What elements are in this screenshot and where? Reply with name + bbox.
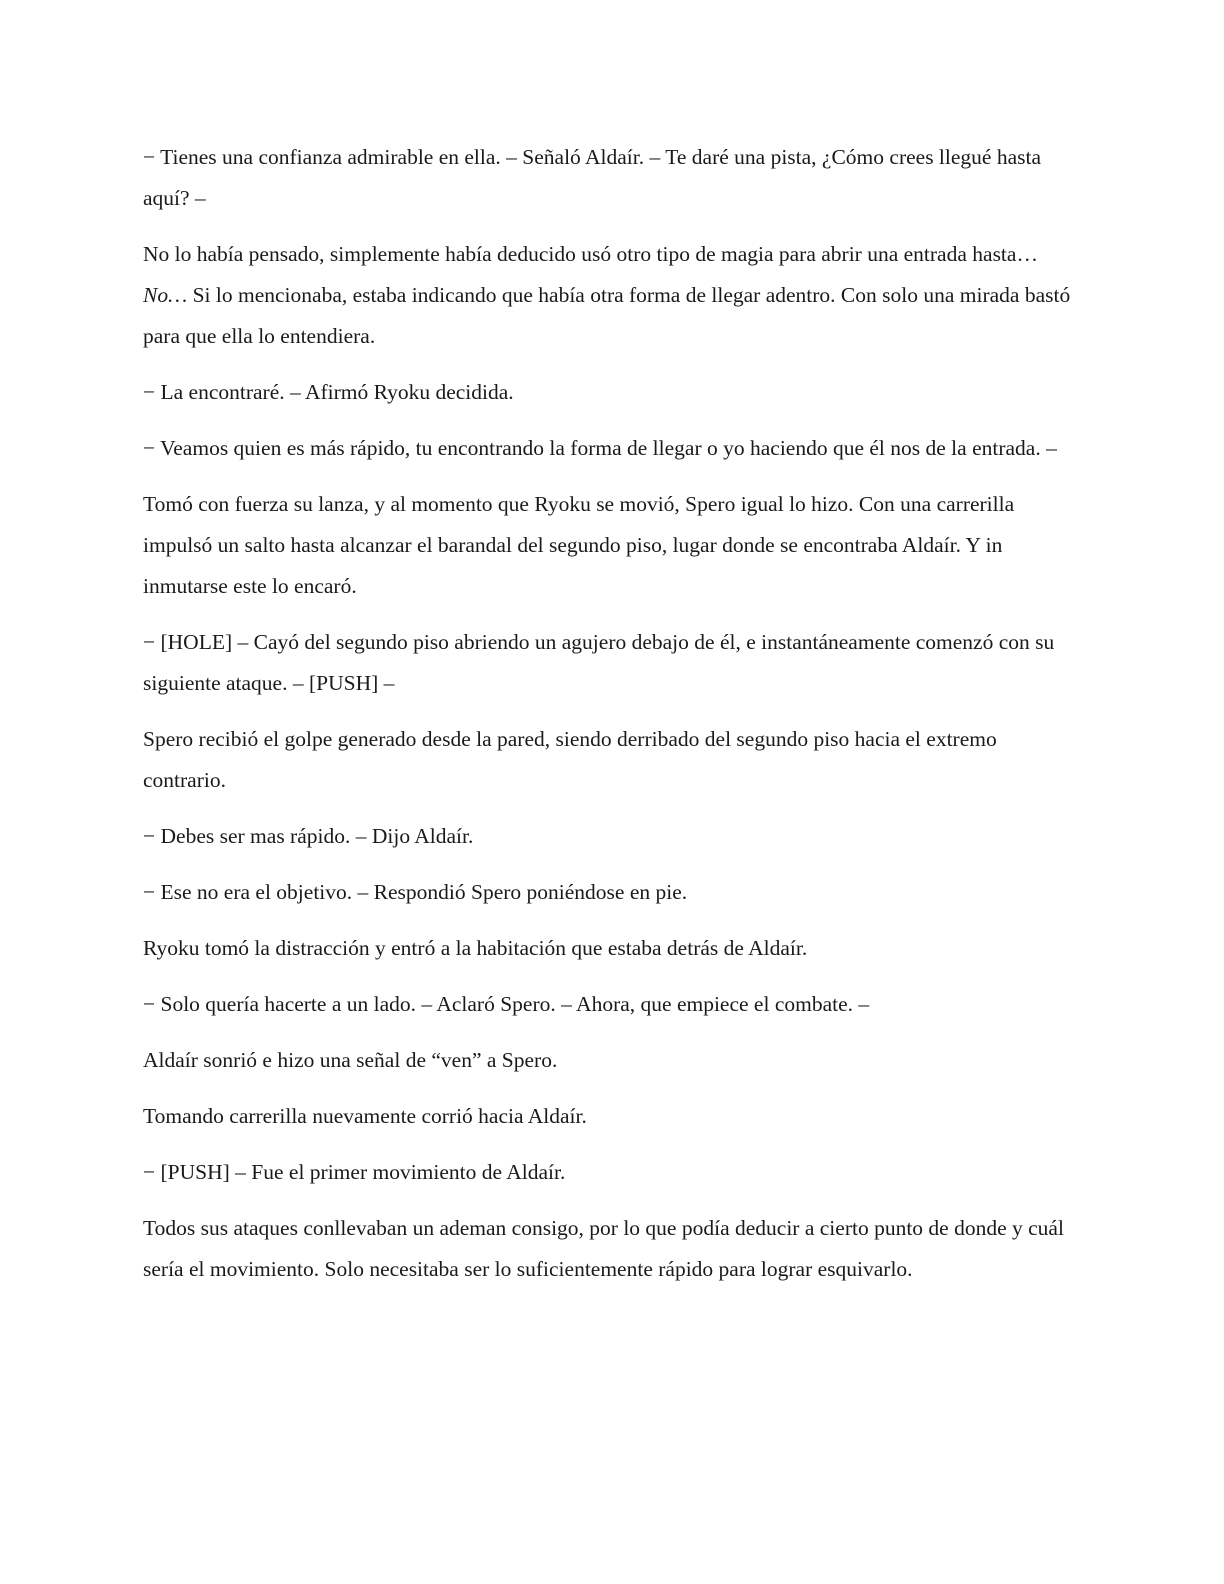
paragraph-2 — [143, 234, 1078, 357]
paragraph-15: Todos sus ataques conllevaban un ademan consigo, por lo que podía deducir a cierto punto de donde y cuál sería el movimiento. Solo necesitaba ser lo suficientemente rápido para lograr esquivarlo. — [143, 1216, 1064, 1281]
paragraph-2-end: Si lo mencionaba, estaba indicando que había otra forma de llegar adentro. Con solo una mirada bastó para que ella lo entendiera. — [143, 283, 1071, 348]
paragraph-2-start: No lo había pensado, simplemente había deducido usó otro tipo de magia para abrir una entrada hasta… — [143, 242, 1038, 266]
paragraph-1: − Tienes una confianza admirable en ella. – Señaló Aldaír. – Te daré una pista, ¿Cómo crees llegué hasta aquí? – — [143, 145, 1042, 210]
paragraph-3: − La encontraré. – Afirmó Ryoku decidida. — [143, 380, 514, 404]
paragraph-6: − [HOLE] – Cayó del segundo piso abriendo un agujero debajo de él, e instantáneamente comenzó con su siguiente ataque. – [PUSH] – — [143, 630, 1055, 695]
paragraph-10: Ryoku tomó la distracción y entró a la habitación que estaba detrás de Aldaír. — [143, 936, 808, 960]
paragraph-2-italic: No… — [143, 283, 188, 307]
paragraph-13: Tomando carrerilla nuevamente corrió hacia Aldaír. — [143, 1104, 587, 1128]
paragraph-11: − Solo quería hacerte a un lado. – Aclaró Spero. – Ahora, que empiece el combate. – — [143, 992, 870, 1016]
paragraph-5: Tomó con fuerza su lanza, y al momento que Ryoku se movió, Spero igual lo hizo. Con una carrerilla impulsó un salto hasta alcanzar el barandal del segundo piso, lugar donde se encontraba Aldaír. Y in inmutarse este lo encaró. — [143, 492, 1015, 598]
paragraph-9: − Ese no era el objetivo. – Respondió Spero poniéndose en pie. — [143, 880, 688, 904]
paragraph-14: − [PUSH] – Fue el primer movimiento de Aldaír. — [143, 1160, 566, 1184]
paragraph-12: Aldaír sonrió e hizo una señal de “ven” a Spero. — [143, 1048, 558, 1072]
paragraph-8: − Debes ser mas rápido. – Dijo Aldaír. — [143, 824, 474, 848]
paragraph-4: − Veamos quien es más rápido, tu encontrando la forma de llegar o yo haciendo que él nos de la entrada. – — [143, 436, 1057, 460]
document-body — [143, 137, 1078, 1305]
paragraph-7: Spero recibió el golpe generado desde la pared, siendo derribado del segundo piso hacia el extremo contrario. — [143, 727, 997, 792]
